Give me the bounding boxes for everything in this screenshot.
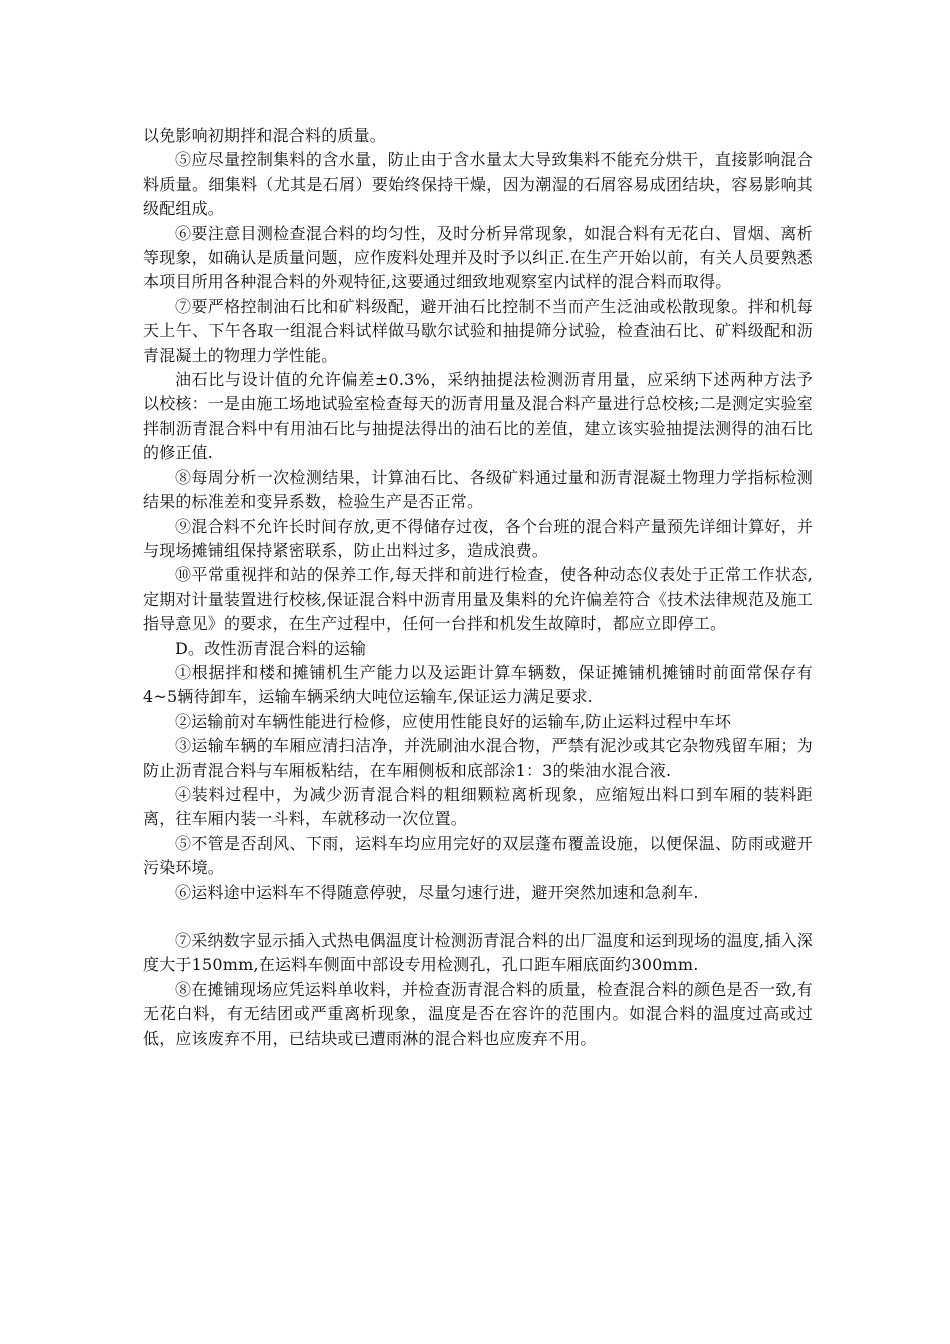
paragraph: ⑥要注意目测检查混合料的均匀性，及时分析异常现象，如混合料有无花白、冒烟、离析等现象，如确认是质量问题，应作废料处理并及时予以纠正.在生产开始以前，有关人员要熟悉本项目所用各种混合料的外观特征,这要通过细致地观察室内试样的混合料而取得。: [143, 223, 813, 292]
paragraph: 油石比与设计值的允许偏差±0.3%，采纳抽提法检测沥青用量，应采纳下述两种方法予以校核：一是由施工场地试验室检查每天的沥青用量及混合料产量进行总校核;二是测定实验室拌制沥青混合料中有用油石比与抽提法得出的油石比的差值，建立该实验抽提法测得的油石比的修正值.: [143, 370, 813, 463]
paragraph: ②运输前对车辆性能进行检修，应使用性能良好的运输车,防止运料过程中车坏: [175, 711, 732, 731]
document-body: [143, 124, 813, 1051]
paragraph: ⑧在摊铺现场应凭运料单收料，并检查沥青混合料的质量，检查混合料的颜色是否一致,有无花白料，有无结团或严重离析现象，温度是否在容许的范围内。如混合料的温度过高或过低，应该废弃不用，已结块或已遭雨淋的混合料也应废弃不用。: [143, 979, 813, 1048]
paragraph: ⑩平常重视拌和站的保养工作,每天拌和前进行检查，使各种动态仪表处于正常工作状态,定期对计量装置进行校核,保证混合料中沥青用量及集料的允许偏差符合《技术法律规范及施工指导意见》的要求，在生产过程中，任何一台拌和机发生故障时，都应立即停工。: [143, 565, 813, 634]
paragraph: ①根据拌和楼和摊铺机生产能力以及运距计算车辆数，保证摊铺机摊铺时前面常保存有4~5辆待卸车，运输车辆采纳大吨位运输车,保证运力满足要求.: [143, 662, 813, 707]
paragraph: ③运输车辆的车厢应清扫洁净，并洗刷油水混合物，严禁有泥沙或其它杂物残留车厢；为防止沥青混合料与车厢板粘结，在车厢侧板和底部涂1：3的柴油水混合液.: [143, 736, 813, 780]
blank-line: [143, 905, 813, 929]
section-heading: D。改性沥青混合料的运输: [175, 638, 367, 658]
paragraph: ⑦要严格控制油石比和矿料级配，避开油石比控制不当而产生泛油或松散现象。拌和机每天上午、下午各取一组混合料试样做马歇尔试验和抽提筛分试验，检查油石比、矿料级配和沥青混凝土的物理力学性能。: [143, 296, 813, 365]
paragraph: ⑥运料途中运料车不得随意停驶，尽量匀速行进，避开突然加速和急刹车.: [175, 882, 699, 902]
paragraph: ⑦采纳数字显示插入式热电偶温度计检测沥青混合料的出厂温度和运到现场的温度,插入深度大于150mm,在运料车侧面中部设专用检测孔，孔口距车厢底面约300mm.: [143, 931, 813, 975]
paragraph: 以免影响初期拌和混合料的质量。: [143, 126, 387, 145]
paragraph: ⑤应尽量控制集料的含水量，防止由于含水量太大导致集料不能充分烘干，直接影响混合料质量。细集料（尤其是石屑）要始终保持干燥，因为潮湿的石屑容易成团结块，容易影响其级配组成。: [143, 150, 813, 219]
paragraph: ⑨混合料不允许长时间存放,更不得储存过夜，各个台班的混合料产量预先详细计算好，并与现场摊铺组保持紧密联系，防止出料过多，造成浪费。: [143, 516, 813, 560]
paragraph: ④装料过程中，为减少沥青混合料的粗细颗粒离析现象，应缩短出料口到车厢的装料距离，往车厢内装一斗料，车就移动一次位置。: [143, 784, 813, 829]
paragraph: ⑤不管是否刮风、下雨，运料车均应用完好的双层蓬布覆盖设施，以便保温、防雨或避开污染环境。: [143, 833, 813, 878]
paragraph: ⑧每周分析一次检测结果，计算油石比、各级矿料通过量和沥青混凝土物理力学指标检测结果的标准差和变异系数，检验生产是否正常。: [143, 467, 813, 512]
